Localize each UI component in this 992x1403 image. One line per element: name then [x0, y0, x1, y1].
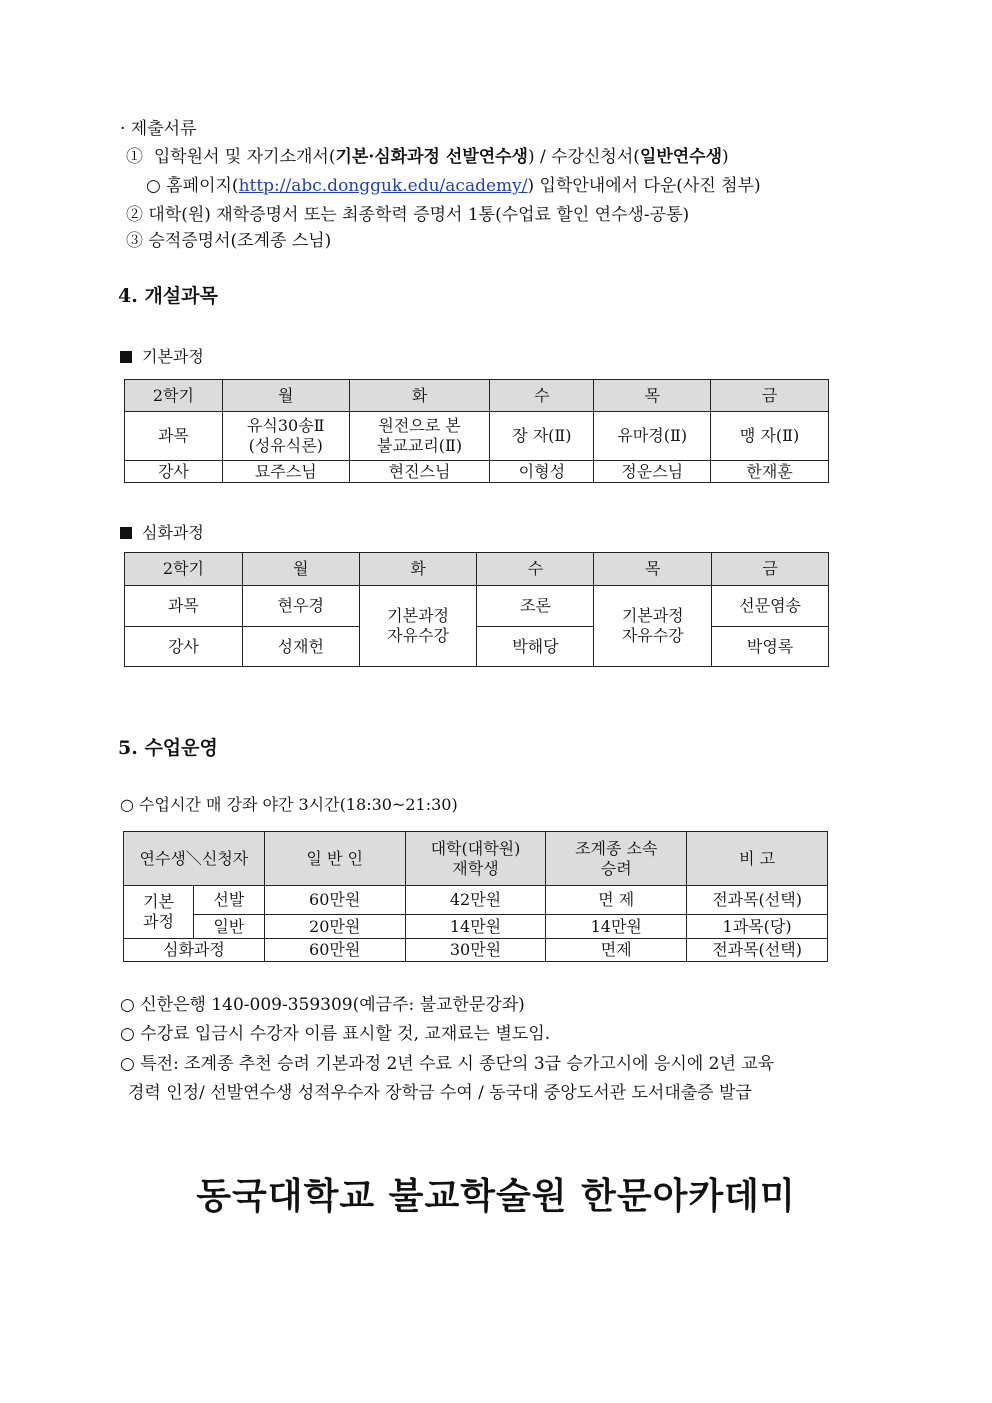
fee-cell: 60만원: [264, 886, 405, 915]
row-label: 과목: [125, 586, 243, 627]
teacher-cell: 이형성: [490, 461, 594, 483]
class-time-note: ○ 수업시간 매 강좌 야간 3시간(18:30~21:30): [120, 795, 458, 814]
advanced-course-label: [120, 520, 204, 543]
teacher-row: [125, 461, 829, 483]
payment-note: ○ 수강료 입금시 수강자 이름 표시할 것, 교재료는 별도임.: [120, 1024, 551, 1044]
table-row: [124, 939, 828, 962]
subject-row: [125, 586, 829, 627]
row-label: 심화과정: [124, 939, 265, 962]
note-cell: 1과목(당): [687, 915, 828, 939]
subject-cell: 현우경: [242, 586, 359, 627]
table-header-row: [125, 553, 829, 586]
header-cell: 수: [477, 553, 594, 586]
teacher-cell: 박해당: [477, 627, 594, 667]
teacher-cell: 묘주스님: [222, 461, 349, 483]
square-bullet-icon: [120, 527, 132, 539]
footer-title: 동국대학교 불교학술원 한문아카데미: [196, 1175, 796, 1217]
header-cell: 일 반 인: [264, 832, 405, 886]
header-cell: 목: [594, 380, 711, 412]
teacher-cell: 성재헌: [242, 627, 359, 667]
item-bold-text: 기본·심화과정 선발연수생: [335, 147, 528, 167]
subject-cell: 장 자(Ⅱ): [490, 412, 594, 461]
homepage-line: [146, 175, 761, 197]
subject-cell: 조론: [477, 586, 594, 627]
table-header-row: [124, 832, 828, 886]
free-audit-cell: 기본과정 자유수강: [594, 586, 712, 667]
fee-cell: 20만원: [264, 915, 405, 939]
fee-cell: 14만원: [546, 915, 687, 939]
docs-heading: · 제출서류: [120, 119, 197, 139]
item-number: ①: [126, 147, 143, 167]
item-text: ): [722, 147, 729, 167]
header-cell: 2학기: [125, 553, 243, 586]
subject-row: [125, 412, 829, 461]
section-5-title: 5. 수업운영: [118, 737, 218, 759]
fee-cell: 면제: [546, 939, 687, 962]
fee-cell: 42만원: [405, 886, 546, 915]
header-cell: 월: [222, 380, 349, 412]
header-cell: 금: [712, 553, 829, 586]
table-header-row: [125, 380, 829, 412]
subject-cell: 유마경(Ⅱ): [594, 412, 711, 461]
header-cell: 조계종 소속 승려: [546, 832, 687, 886]
homepage-prefix: ○ 홈페이지(: [146, 176, 239, 196]
basic-course-label: [120, 344, 204, 367]
advanced-course-table: [124, 552, 829, 667]
benefit-note-continued: 경력 인정/ 선발연수생 성적우수자 장학금 수여 / 동국대 중앙도서관 도서대출증 발급: [128, 1083, 752, 1103]
fee-cell: 면 제: [546, 886, 687, 915]
row-label: 일반: [193, 915, 264, 939]
header-cell: 수: [490, 380, 594, 412]
benefit-note: ○ 특전: 조계종 추천 승려 기본과정 2년 수료 시 종단의 3급 승가고시에 응시에 2년 교육: [120, 1054, 775, 1074]
docs-item-2: ② 대학(원) 재학증명서 또는 최종학력 증명서 1통(수업료 할인 연수생-공통): [126, 205, 690, 225]
bank-account-note: ○ 신한은행 140-009-359309(예금주: 불교한문강좌): [120, 995, 525, 1015]
fee-table: [123, 831, 828, 962]
homepage-link[interactable]: http://abc.dongguk.edu/academy/: [238, 176, 528, 196]
advanced-course-label-text: 심화과정: [142, 523, 204, 542]
basic-course-label-text: 기본과정: [142, 347, 204, 366]
teacher-cell: 정운스님: [594, 461, 711, 483]
header-cell: 화: [359, 553, 477, 586]
homepage-suffix: ) 입학안내에서 다운(사진 첨부): [527, 176, 761, 196]
header-cell: 대학(대학원) 재학생: [405, 832, 546, 886]
basic-course-table: [124, 379, 829, 483]
teacher-cell: 박영록: [712, 627, 829, 667]
table-row: [124, 915, 828, 939]
group-label: 기본 과정: [124, 886, 194, 939]
header-cell: 비 고: [687, 832, 828, 886]
item-bold-text: 일반연수생: [639, 147, 723, 167]
header-cell: 월: [242, 553, 359, 586]
fee-cell: 30만원: [405, 939, 546, 962]
fee-cell: 14만원: [405, 915, 546, 939]
header-cell: 연수생＼신청자: [124, 832, 265, 886]
subject-cell: 유식30송Ⅱ (성유식론): [222, 412, 349, 461]
row-label: 선발: [193, 886, 264, 915]
note-cell: 전과목(선택): [687, 939, 828, 962]
row-label: 과목: [125, 412, 223, 461]
square-bullet-icon: [120, 351, 132, 363]
teacher-row: [125, 627, 829, 667]
header-cell: 화: [349, 380, 490, 412]
row-label: 강사: [125, 627, 243, 667]
table-row: [124, 886, 828, 915]
header-cell: 목: [594, 553, 712, 586]
item-text: ) / 수강신청서(: [527, 147, 640, 167]
header-cell: 금: [711, 380, 829, 412]
note-cell: 전과목(선택): [687, 886, 828, 915]
section-4-title: 4. 개설과목: [118, 285, 218, 307]
subject-cell: 맹 자(Ⅱ): [711, 412, 829, 461]
subject-cell: 선문염송: [712, 586, 829, 627]
docs-item-1: [126, 146, 729, 168]
teacher-cell: 현진스님: [349, 461, 490, 483]
subject-cell: 원전으로 본 불교교리(Ⅱ): [349, 412, 490, 461]
row-label: 강사: [125, 461, 223, 483]
docs-item-3: ③ 승적증명서(조계종 스님): [126, 231, 332, 251]
header-cell: 2학기: [125, 380, 223, 412]
fee-cell: 60만원: [264, 939, 405, 962]
teacher-cell: 한재훈: [711, 461, 829, 483]
item-text: 입학원서 및 자기소개서(: [153, 147, 336, 167]
free-audit-cell: 기본과정 자유수강: [359, 586, 477, 667]
